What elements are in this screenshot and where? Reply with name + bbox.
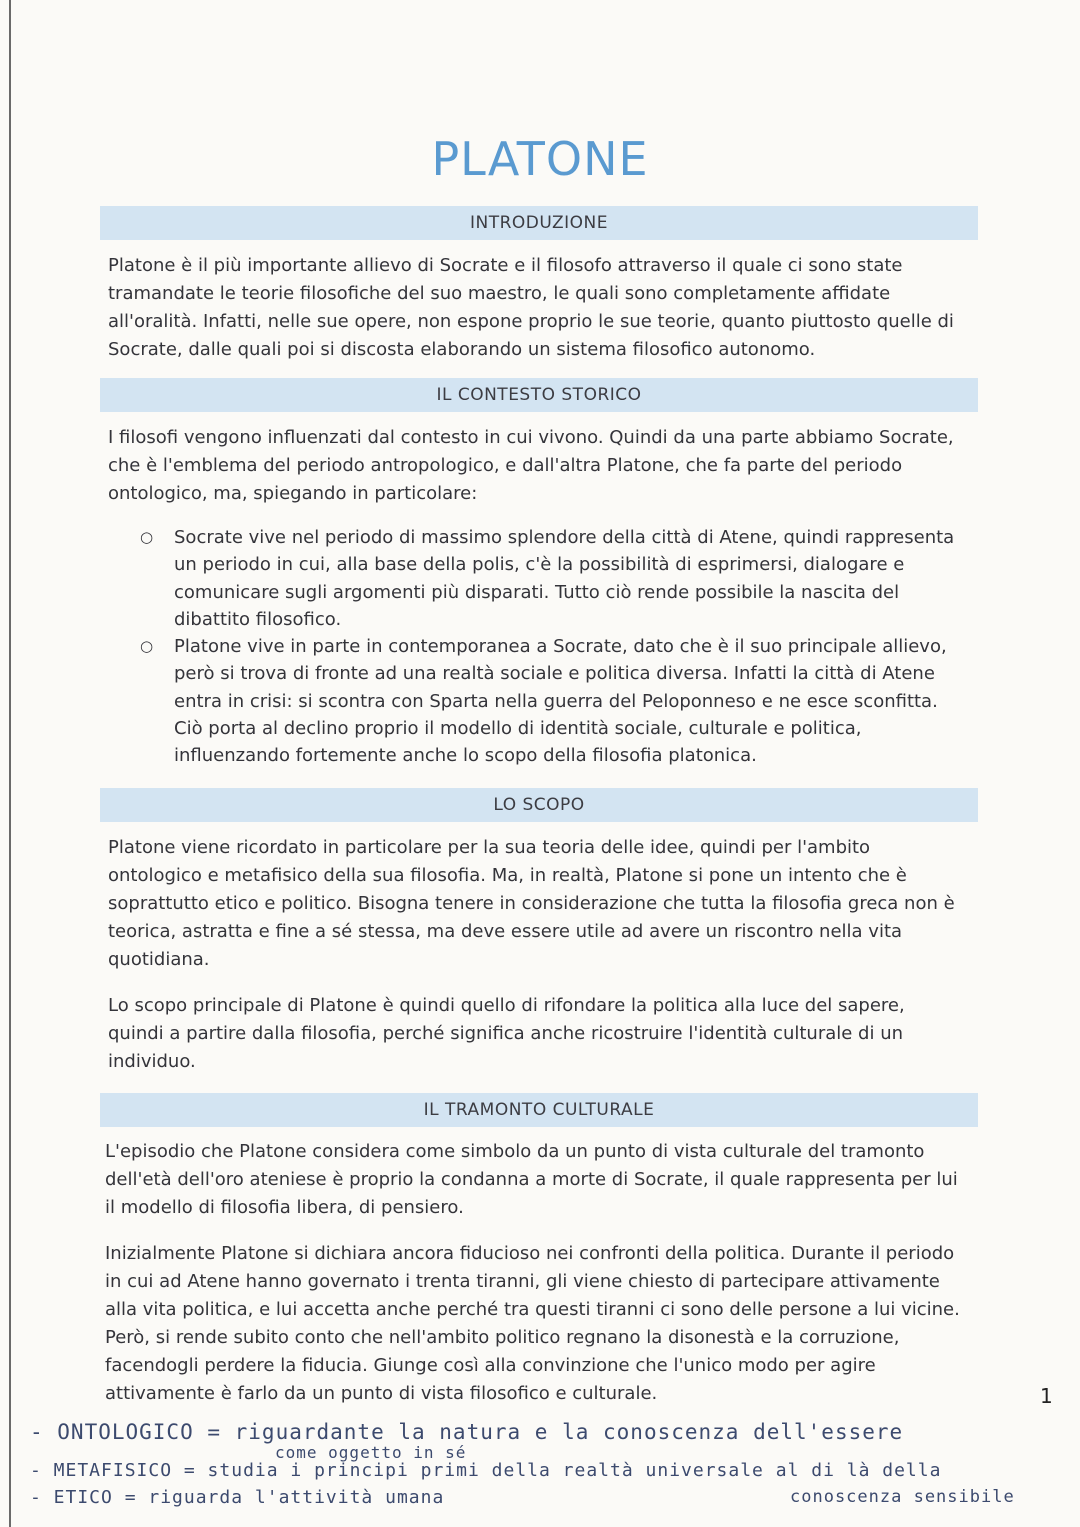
section-body-scopo: [108, 834, 963, 1076]
section-body-tramonto-culturale: [105, 1138, 970, 1408]
page-title: PLATONE: [431, 132, 649, 186]
section-heading-contesto-storico: IL CONTESTO STORICO: [100, 378, 978, 412]
paragraph: I filosofi vengono influenzati dal contesto in cui vivono. Quindi da una parte abbiamo Socrate, che è l'emblema del periodo antropologico, e dall'altra Platone, che fa parte del periodo ontologico, ma, spiegando in particolare:: [108, 427, 954, 504]
handwritten-note-etico: - ETICO = riguarda l'attività umana: [30, 1487, 445, 1508]
paragraph: Inizialmente Platone si dichiara ancora fiducioso nei confronti della politica. Durante il periodo in cui ad Atene hanno governato i trenta tiranni, gli viene chiesto di partecipare attivamente alla vita politica, e lui accetta anche perché tra questi tiranni ci sono delle persone a lui vicine. Però, si rende subito conto che nell'ambito politico regnano la disonestà e la corruzione, facendogli perdere la fiducia. Giunge così alla convinzione che l'unico modo per agire attivamente è farlo da un punto di vista filosofico e culturale.: [105, 1243, 960, 1404]
bullet-icon: ○: [140, 637, 154, 656]
section-body-contesto-storico: [108, 424, 958, 508]
bullet-icon: ○: [140, 528, 154, 546]
list-item: [140, 633, 970, 769]
paragraph: Lo scopo principale di Platone è quindi quello di rifondare la politica alla luce del sapere, quindi a partire dalla filosofia, perché significa anche ricostruire l'identità culturale di un individuo.: [108, 995, 905, 1072]
handwritten-note-ontologico-cont: come oggetto in sé: [275, 1443, 467, 1462]
list-item: [140, 524, 970, 633]
handwritten-note-metafisico: - METAFISICO = studia i principi primi della realtà universale al di là della: [30, 1460, 942, 1481]
section-body-introduzione: [108, 252, 958, 364]
section-heading-introduzione: INTRODUZIONE: [100, 206, 978, 240]
list-item-text: Platone vive in parte in contemporanea a Socrate, dato che è il suo principale allievo, però si trova di fronte ad una realtà sociale e politica diversa. Infatti la città di Atene entra in crisi: si scontra con Sparta nella guerra del Peloponneso e ne esce sconfitta. Ciò porta al declino proprio il modello di identità sociale, culturale e politica, influenzando fortemente anche lo scopo della filosofia platonica.: [174, 636, 947, 767]
paragraph: L'episodio che Platone considera come simbolo da un punto di vista culturale del tramonto dell'età dell'oro ateniese è proprio la condanna a morte di Socrate, il quale rappresenta per lui il modello di filosofia libera, di pensiero.: [105, 1141, 958, 1218]
bullet-list-contesto: [140, 524, 970, 770]
paragraph: Platone viene ricordato in particolare per la sua teoria delle idee, quindi per l'ambito ontologico e metafisico della sua filosofia. Ma, in realtà, Platone si pone un intento che è soprattutto etico e politico. Bisogna tenere in considerazione che tutta la filosofia greca non è teorica, astratta e fine a sé stessa, ma deve essere utile ad avere un riscontro nella vita quotidiana.: [108, 837, 955, 970]
section-heading-scopo: LO SCOPO: [100, 788, 978, 822]
paragraph: Platone è il più importante allievo di Socrate e il filosofo attraverso il quale ci sono state tramandate le teorie filosofiche del suo maestro, le quali sono completamente affidate all'oralità. Infatti, nelle sue opere, non espone proprio le sue teorie, quanto piuttosto quelle di Socrate, dalle quali poi si discosta elaborando un sistema filosofico autonomo.: [108, 255, 954, 360]
page-number: 1: [1040, 1384, 1053, 1408]
page-edge-line: [9, 0, 11, 1527]
list-item-text: Socrate vive nel periodo di massimo splendore della città di Atene, quindi rappresenta un periodo in cui, alla base della polis, c'è la possibilità di esprimersi, dialogare e comunicare sugli argomenti più disparati. Tutto ciò rende possibile la nascita del dibattito filosofico.: [174, 527, 955, 630]
handwritten-note-ontologico: - ONTOLOGICO = riguardante la natura e la conoscenza dell'essere: [30, 1420, 904, 1444]
section-heading-tramonto-culturale: IL TRAMONTO CULTURALE: [100, 1093, 978, 1127]
handwritten-note-sensibile: conoscenza sensibile: [790, 1487, 1015, 1507]
